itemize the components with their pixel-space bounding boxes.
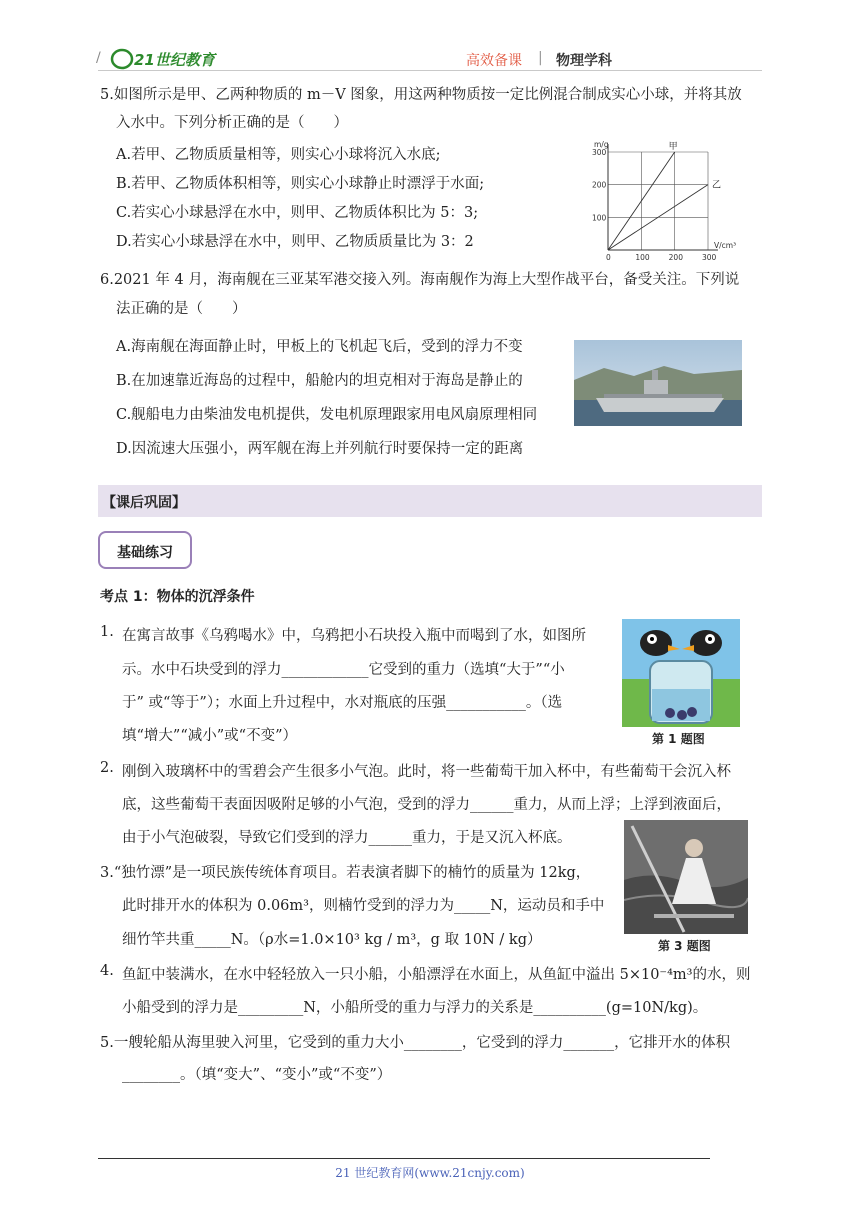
p5-line1: 5.一艘轮船从海里驶入河里，它受到的重力大小________，它受到的浮力_______，它排开水的体积 xyxy=(100,1035,731,1051)
section-banner xyxy=(98,485,762,517)
p1-num: 1. xyxy=(100,624,114,640)
series-label-1: 乙 xyxy=(712,180,722,191)
x-tick-label: 0 xyxy=(606,253,611,262)
p2-line3: 由于小气泡破裂，导致它们受到的浮力______重力，于是又沉入杯底。 xyxy=(122,830,572,846)
x-tick-label: 200 xyxy=(668,253,683,262)
p4-line1: 鱼缸中装满水，在水中轻轻放入一只小船，小船漂浮在水面上，从鱼缸中溢出 5×10⁻⁴m³的水，则 xyxy=(122,967,751,983)
p1-line4: 填“增大”“减小”或“不变”） xyxy=(122,728,297,744)
p5-line2: ________。（填“变大”、“变小”或“不变”） xyxy=(122,1067,392,1083)
q6a-option-b: B.在加速靠近海岛的过程中，船舱内的坦克相对于海岛是静止的 xyxy=(116,373,523,389)
series-label-0: 甲 xyxy=(668,142,678,152)
q6a-option-c: C.舰船电力由柴油发电机提供，发电机原理跟家用电风扇原理相同 xyxy=(116,407,538,423)
basic-practice-badge xyxy=(98,531,192,569)
y-tick-label: 300 xyxy=(592,148,607,157)
q5a-option-d: D.若实心小球悬浮在水中，则甲、乙物质质量比为 3：2 xyxy=(116,234,474,250)
header-slash: / xyxy=(96,50,101,66)
q5a-option-b: B.若甲、乙物质体积相等，则实心小球静止时漂浮于水面; xyxy=(116,176,485,192)
p3-line3: 细竹竿共重_____N。（ρ水=1.0×10³ kg / m³，g 取 10N / kg） xyxy=(122,932,542,948)
p2-num: 2. xyxy=(100,760,114,776)
p2-line1: 刚倒入玻璃杯中的雪碧会产生很多小气泡。此时，将一些葡萄干加入杯中，有些葡萄干会沉入杯 xyxy=(122,764,731,780)
logo-icon xyxy=(108,48,220,70)
p1-caption: 第 1 题图 xyxy=(652,732,705,746)
p4-num: 4. xyxy=(100,963,114,979)
x-axis-label: V/cm³ xyxy=(714,241,737,250)
m-v-chart xyxy=(580,138,740,266)
p4-line2: 小船受到的浮力是_________N，小船所受的重力与浮力的关系是__________(g=10N/kg)。 xyxy=(122,1000,708,1016)
header-subject-right: 物理学科 xyxy=(556,53,612,69)
q5a-option-a: A.若甲、乙物质质量相等，则实心小球将沉入水底; xyxy=(116,147,441,163)
section-title: 【课后巩固】 xyxy=(102,495,186,511)
y-tick-label: 100 xyxy=(592,213,607,223)
p1-line3: 于” 或“等于”）；水面上升过程中，水对瓶底的压强___________。（选 xyxy=(122,695,563,711)
bamboo-rafting-image xyxy=(624,820,748,934)
q6a-line2: 法正确的是（ ） xyxy=(116,301,247,317)
warship-photo xyxy=(574,340,742,426)
q5a-option-c: C.若实心小球悬浮在水中，则甲、乙物质体积比为 5：3; xyxy=(116,205,479,221)
y-axis-label: m/g xyxy=(594,140,609,149)
kaodian-title: 考点 1：物体的沉浮条件 xyxy=(100,589,255,605)
p1-line2: 示。水中石块受到的浮力____________它受到的重力（选填“大于”“小 xyxy=(122,662,565,678)
footer-text: 21 世纪教育网(www.21cnjy.com) xyxy=(335,1166,525,1180)
q6a-line1: 6.2021 年 4 月，海南舰在三亚某军港交接入列。海南舰作为海上大型作战平台，备受关注。下列说 xyxy=(100,272,740,288)
logo-text: 21世纪教育 xyxy=(134,51,215,69)
q6a-option-d: D.因流速大压强小，两军舰在海上并列航行时要保持一定的距离 xyxy=(116,441,524,457)
p3-line1: 3.“独竹漂”是一项民族传统体育项目。若表演者脚下的楠竹的质量为 12kg， xyxy=(100,865,591,881)
header-separator: | xyxy=(538,50,543,66)
badge-label: 基础练习 xyxy=(117,545,173,561)
header-subject-left: 高效备课 xyxy=(466,53,522,69)
p2-line2: 底，这些葡萄干表面因吸附足够的小气泡，受到的浮力______重力，从而上浮；上浮到液面后， xyxy=(122,797,731,813)
x-tick-label: 300 xyxy=(702,253,717,262)
p3-line2: 此时排开水的体积为 0.06m³，则楠竹受到的浮力为_____N，运动员和手中 xyxy=(122,898,605,914)
crow-drinking-image xyxy=(622,619,740,727)
q6a-option-a: A.海南舰在海面静止时，甲板上的飞机起飞后，受到的浮力不变 xyxy=(116,339,523,355)
x-tick-label: 100 xyxy=(635,253,650,262)
footer-rule xyxy=(98,1158,710,1159)
q5a-line2: 入水中。下列分析正确的是（ ） xyxy=(116,115,348,131)
y-tick-label: 200 xyxy=(592,180,607,190)
p3-caption: 第 3 题图 xyxy=(658,939,711,953)
p1-line1: 在寓言故事《乌鸦喝水》中，乌鸦把小石块投入瓶中而喝到了水，如图所 xyxy=(122,628,586,644)
header-rule xyxy=(98,70,762,71)
q5a-line1: 5.如图所示是甲、乙两种物质的 m－V 图象，用这两种物质按一定比例混合制成实心小球，并将其放 xyxy=(100,87,742,103)
